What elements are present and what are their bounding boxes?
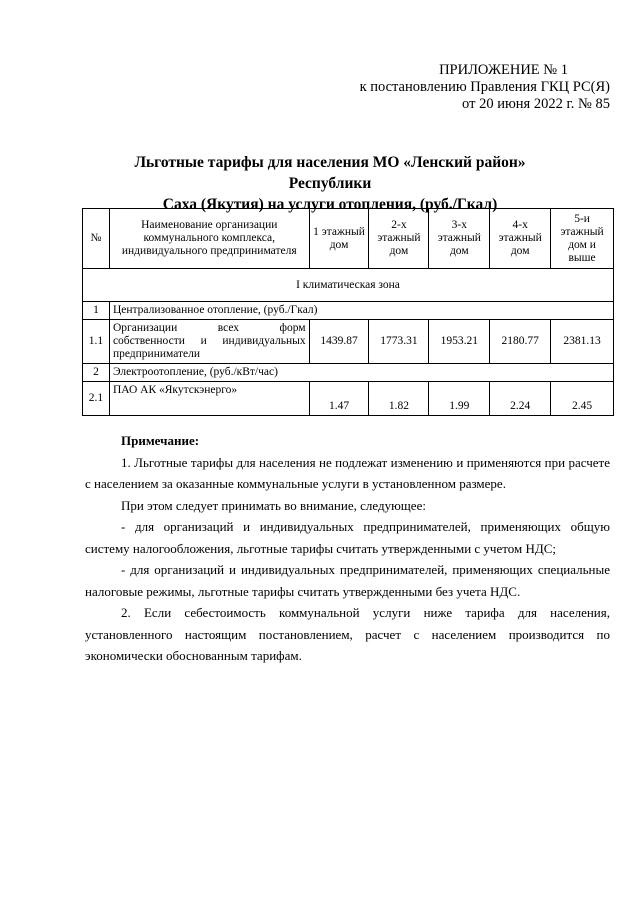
section-label: Электроотопление, (руб./кВт/час) xyxy=(109,364,613,382)
row-number: 2.1 xyxy=(83,382,110,416)
tariff-value: 2381.13 xyxy=(551,320,614,364)
org-word: предприниматели xyxy=(112,348,201,360)
table-header-row xyxy=(83,209,614,269)
tariff-table xyxy=(82,208,614,416)
note-paragraph: - для организаций и индивидуальных предпринимателей, применяющих общую систему налогообложения, льготные тарифы считать утвержденными с учетом НДС; xyxy=(85,519,610,556)
climate-zone: I климатическая зона xyxy=(83,269,614,302)
section-row xyxy=(83,364,614,382)
tariff-value: 2.45 xyxy=(551,382,614,416)
section-label: Централизованное отопление, (руб./Гкал) xyxy=(109,302,613,320)
zone-row xyxy=(83,269,614,302)
tariff-value: 1773.31 xyxy=(369,320,429,364)
document-title xyxy=(115,152,545,215)
header-1-floor: 1 этажный дом xyxy=(309,209,369,269)
note-paragraph: 1. Льготные тарифы для населения не подлежат изменению и применяются при расчете с населением за оказанные коммунальные услуги в установленном размере. xyxy=(85,454,610,491)
tariff-value: 2.24 xyxy=(490,382,551,416)
header-5-floor: 5-и этажный дом и выше xyxy=(551,209,614,269)
title-line-2: Саха (Якутия) на услуги отопления, (руб./Гкал) xyxy=(162,196,498,213)
organization-name xyxy=(109,320,309,364)
tariff-value: 1.47 xyxy=(309,382,369,416)
header-2-floor: 2-х этажный дом xyxy=(369,209,429,269)
org-word: Организации xyxy=(112,322,178,334)
table-row xyxy=(83,320,614,364)
appendix-header xyxy=(360,62,610,113)
tariff-value: 2180.77 xyxy=(490,320,551,364)
org-word: и xyxy=(200,335,207,347)
header-3-floor: 3-х этажный дом xyxy=(429,209,490,269)
header-4-floor: 4-х этажный дом xyxy=(490,209,551,269)
title-line-1: Льготные тарифы для населения МО «Ленский район» Республики xyxy=(134,154,526,192)
row-number: 1.1 xyxy=(83,320,110,364)
appendix-number: ПРИЛОЖЕНИЕ № 1 xyxy=(439,62,568,78)
notes-section xyxy=(85,430,610,667)
appendix-reference: к постановлению Правления ГКЦ РС(Я) xyxy=(359,79,610,95)
header-number: № xyxy=(83,209,110,269)
tariff-value: 1953.21 xyxy=(429,320,490,364)
tariff-value: 1.82 xyxy=(369,382,429,416)
section-number: 1 xyxy=(83,302,110,320)
appendix-date: от 20 июня 2022 г. № 85 xyxy=(462,96,610,112)
table-row xyxy=(83,382,614,416)
org-word: форм xyxy=(279,322,306,334)
note-paragraph: - для организаций и индивидуальных предпринимателей, применяющих специальные налоговые режимы, льготные тарифы считать утвержденными без учета НДС. xyxy=(85,562,610,599)
organization-name: ПАО АК «Якутскэнерго» xyxy=(109,382,309,416)
tariff-value: 1.99 xyxy=(429,382,490,416)
section-number: 2 xyxy=(83,364,110,382)
org-word: всех xyxy=(217,322,240,334)
note-paragraph: При этом следует принимать во внимание, следующее: xyxy=(121,497,426,513)
org-word: индивидуальных xyxy=(222,335,306,347)
note-paragraph: 2. Если себестоимость коммунальной услуги ниже тарифа для населения, установленного настоящим постановлением, расчет с населением производится по экономически обоснованным тарифам. xyxy=(85,605,610,663)
section-row xyxy=(83,302,614,320)
tariff-value: 1439.87 xyxy=(309,320,369,364)
org-word: собственности xyxy=(112,335,185,347)
note-heading: Примечание: xyxy=(121,433,200,448)
header-organization: Наименование организации коммунального комплекса, индивидуального предпринимателя xyxy=(109,209,309,269)
